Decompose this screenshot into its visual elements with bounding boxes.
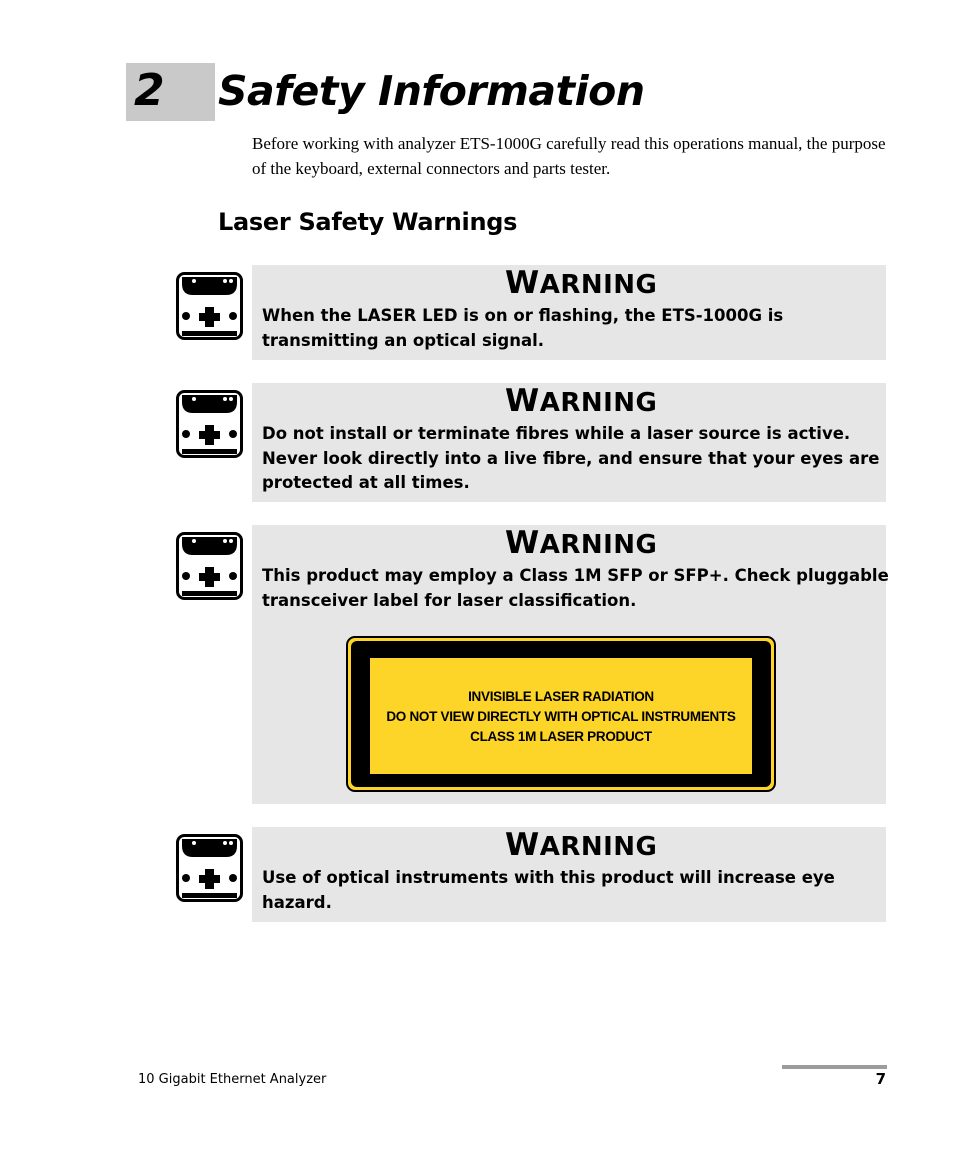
footer-product-name: 10 Gigabit Ethernet Analyzer bbox=[138, 1072, 327, 1087]
page-number: 7 bbox=[875, 1070, 886, 1088]
laser-label-line: DO NOT VIEW DIRECTLY WITH OPTICAL INSTRUMENTS bbox=[386, 709, 736, 724]
warning-box bbox=[252, 265, 886, 360]
warning-text bbox=[262, 422, 880, 496]
warning-line: When the LASER LED is on or flashing, the ETS-1000G is bbox=[262, 306, 784, 325]
warning-box bbox=[252, 383, 886, 502]
warning-text bbox=[262, 304, 876, 353]
warning-line: transceiver label for laser classification. bbox=[262, 590, 637, 610]
chapter-number: 2 bbox=[134, 65, 165, 116]
warning-line: Use of optical instruments with this product will increase eye bbox=[262, 868, 835, 887]
warning-text bbox=[262, 866, 876, 915]
warning-line: Never look directly into a live fibre, and ensure that your eyes are bbox=[262, 448, 880, 468]
warning-heading: WARNING bbox=[505, 827, 658, 863]
warning-line: This product may employ a Class 1M SFP or SFP+. Check pluggable bbox=[262, 566, 889, 585]
chapter-title: Safety Information bbox=[218, 67, 645, 115]
laser-warning-label bbox=[346, 636, 776, 792]
warning-heading: WARNING bbox=[505, 383, 658, 419]
warning-line: transmitting an optical signal. bbox=[262, 330, 545, 350]
warning-box bbox=[252, 827, 886, 922]
warning-icon bbox=[176, 532, 243, 600]
warning-line: protected at all times. bbox=[262, 473, 470, 492]
warning-heading: WARNING bbox=[505, 265, 658, 301]
laser-label-line: INVISIBLE LASER RADIATION bbox=[468, 689, 654, 704]
section-title: Laser Safety Warnings bbox=[218, 208, 518, 236]
warning-text bbox=[262, 564, 889, 613]
warning-line: Do not install or terminate fibres while a laser source is active. bbox=[262, 424, 851, 443]
warning-icon bbox=[176, 272, 243, 340]
warning-heading: WARNING bbox=[505, 525, 658, 561]
intro-paragraph: Before working with analyzer ETS-1000G carefully read this operations manual, the purpose of the keyboard, external connectors and parts tester. bbox=[252, 134, 886, 178]
warning-line: hazard. bbox=[262, 892, 332, 912]
warning-icon bbox=[176, 834, 243, 902]
laser-label-line: CLASS 1M LASER PRODUCT bbox=[470, 729, 652, 744]
warning-icon bbox=[176, 390, 243, 458]
